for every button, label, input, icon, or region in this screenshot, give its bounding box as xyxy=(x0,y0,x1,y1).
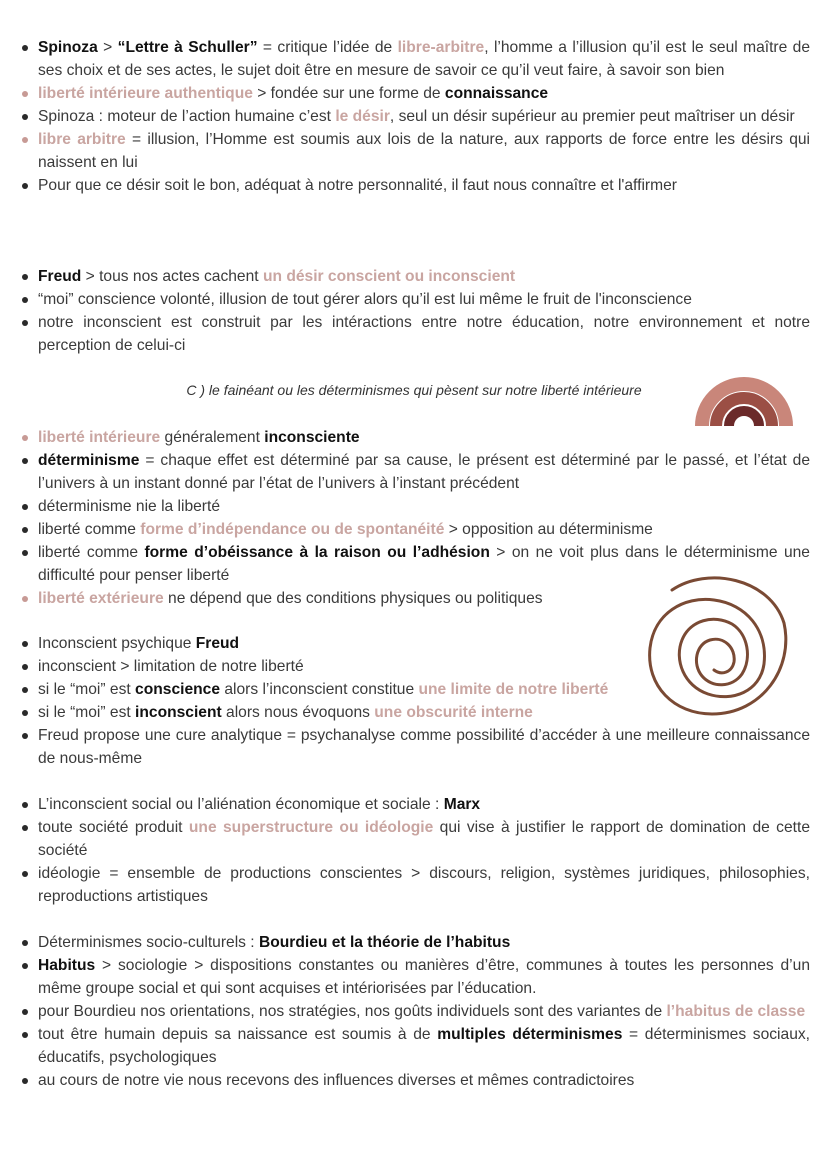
list-item xyxy=(20,105,810,128)
notes-block-marx xyxy=(20,793,810,908)
text-run: Pour que ce désir soit le bon, adéquat à notre personnalité, il faut nous connaître et l'affirmer xyxy=(38,177,677,194)
highlight-term: liberté extérieure xyxy=(38,590,164,607)
text-run: , seul un désir supérieur au premier peut maîtriser un désir xyxy=(389,108,795,125)
bold-term: Freud xyxy=(195,635,240,652)
bold-term: multiples déterminismes xyxy=(437,1026,623,1043)
text-run: > fondée sur une forme de xyxy=(252,85,445,102)
section-subtitle: C ) le fainéant ou les déterminismes qui pèsent sur notre liberté intérieure xyxy=(186,382,642,398)
list-item xyxy=(20,36,810,82)
bold-term: inconscient xyxy=(135,704,222,721)
highlight-term: libre-arbitre xyxy=(397,39,485,56)
list-item xyxy=(20,449,810,495)
text-run: > tous nos actes cachent xyxy=(81,268,263,285)
list-item xyxy=(20,862,810,908)
text-run: , l’homme a l’illusion qu’il est le seul maître de ses choix et de ses actes, le sujet doit être en mesure de savoir ce qu’il veut faire, à savoir son bien xyxy=(38,39,811,79)
text-run: = illusion, l’Homme est soumis aux lois de la nature, aux rapports de force entre les désirs qui naissent en lui xyxy=(38,131,811,171)
text-run: alors l’inconscient constitue xyxy=(220,681,419,698)
text-run: si le “moi” est xyxy=(38,681,136,698)
notes-block-inconscient xyxy=(20,632,810,770)
list-item xyxy=(20,311,810,357)
text-run: alors nous évoquons xyxy=(221,704,375,721)
bold-term: Marx xyxy=(443,796,481,813)
list-item xyxy=(20,632,810,655)
text-run: > sociologie > dispositions constantes ou manières d’être, communes à toutes les personnes d’un même groupe social et qui sont acquises et intériorisées par l’éducation. xyxy=(38,957,810,997)
list-item xyxy=(20,678,810,701)
list-item xyxy=(20,518,810,541)
text-run: Spinoza : moteur de l’action humaine c’est xyxy=(38,108,336,125)
highlight-term: libre arbitre xyxy=(38,131,126,148)
text-run: > xyxy=(97,39,118,56)
bold-term: “Lettre à Schuller” xyxy=(117,39,258,56)
bold-term: conscience xyxy=(135,681,220,698)
text-run: déterminisme nie la liberté xyxy=(38,498,221,515)
text-run: = critique l’idée de xyxy=(257,39,398,56)
bold-term: Freud xyxy=(38,268,82,285)
highlight-term: une superstructure ou idéologie xyxy=(188,819,434,836)
text-run: toute société produit xyxy=(38,819,189,836)
bold-term: inconsciente xyxy=(264,429,360,446)
notes-block-bourdieu xyxy=(20,931,810,1092)
text-run: L’inconscient social ou l’aliénation économique et sociale : xyxy=(38,796,444,813)
notes-block-freud xyxy=(20,265,810,357)
text-run: liberté comme xyxy=(38,521,141,538)
text-run: = déterminismes sociaux, éducatifs, psychologiques xyxy=(38,1026,810,1066)
list-item xyxy=(20,1023,810,1069)
list-item xyxy=(20,954,810,1000)
bold-term: Bourdieu et la théorie de l’habitus xyxy=(258,934,511,951)
highlight-term: une limite de notre liberté xyxy=(418,681,609,698)
list-item xyxy=(20,426,810,449)
text-run: Déterminismes socio-culturels : xyxy=(38,934,259,951)
text-run: tout être humain depuis sa naissance est soumis à de xyxy=(38,1026,438,1043)
text-run: Inconscient psychique xyxy=(38,635,196,652)
list-item xyxy=(20,816,810,862)
text-run: > opposition au déterminisme xyxy=(444,521,653,538)
notes-block-spinoza xyxy=(20,36,810,197)
highlight-term: le désir xyxy=(335,108,390,125)
list-item xyxy=(20,1069,810,1092)
list-item xyxy=(20,82,810,105)
list-item xyxy=(20,701,810,724)
highlight-term: liberté intérieure xyxy=(38,429,161,446)
text-run: inconscient > limitation de notre liberté xyxy=(38,658,304,675)
text-run: = chaque effet est déterminé par sa cause, le présent est déterminé par le passé, et l’état de l’univers à un instant donné par l’état de l’univers à l’instant précédent xyxy=(38,452,810,492)
text-run: au cours de notre vie nous recevons des influences diverses et mêmes contradictoires xyxy=(38,1072,635,1089)
rainbow-icon xyxy=(694,348,794,428)
bold-term: forme d’obéissance à la raison ou l’adhésion xyxy=(144,544,490,561)
text-run: liberté comme xyxy=(38,544,145,561)
list-item xyxy=(20,495,810,518)
highlight-term: liberté intérieure authentique xyxy=(38,85,253,102)
highlight-term: l’habitus de classe xyxy=(666,1003,806,1020)
text-run: pour Bourdieu nos orientations, nos stratégies, nos goûts individuels sont des variantes de xyxy=(38,1003,667,1020)
list-item xyxy=(20,128,810,174)
bold-term: déterminisme xyxy=(38,452,140,469)
text-run: généralement xyxy=(160,429,265,446)
text-run: idéologie = ensemble de productions conscientes > discours, religion, systèmes juridiques, philosophies, reproductions artistiques xyxy=(38,865,810,905)
highlight-term: une obscurité interne xyxy=(374,704,533,721)
list-item xyxy=(20,174,810,197)
highlight-term: forme d’indépendance ou de spontanéité xyxy=(140,521,445,538)
text-run: > on ne voit plus dans le déterminisme une difficulté pour penser liberté xyxy=(38,544,810,584)
bold-term: Spinoza xyxy=(38,39,98,56)
list-item xyxy=(20,931,810,954)
text-run: si le “moi” est xyxy=(38,704,136,721)
bold-term: connaissance xyxy=(444,85,549,102)
list-item xyxy=(20,265,810,288)
text-run: qui vise à justifier le rapport de domination de cette société xyxy=(38,819,810,859)
list-item xyxy=(20,793,810,816)
bold-term: Habitus xyxy=(38,957,96,974)
text-run: Freud propose une cure analytique = psychanalyse comme possibilité d’accéder à une meilleure connaissance de nous-même xyxy=(38,727,810,767)
text-run: “moi” conscience volonté, illusion de tout gérer alors qu’il est lui même le fruit de l'inconscience xyxy=(38,291,692,308)
list-item xyxy=(20,724,810,770)
list-item xyxy=(20,655,810,678)
list-item xyxy=(20,288,810,311)
text-run: notre inconscient est construit par les intéractions entre notre éducation, notre environnement et notre perception de celui-ci xyxy=(38,314,810,354)
highlight-term: un désir conscient ou inconscient xyxy=(262,268,516,285)
text-run: ne dépend que des conditions physiques ou politiques xyxy=(163,590,543,607)
list-item xyxy=(20,1000,810,1023)
